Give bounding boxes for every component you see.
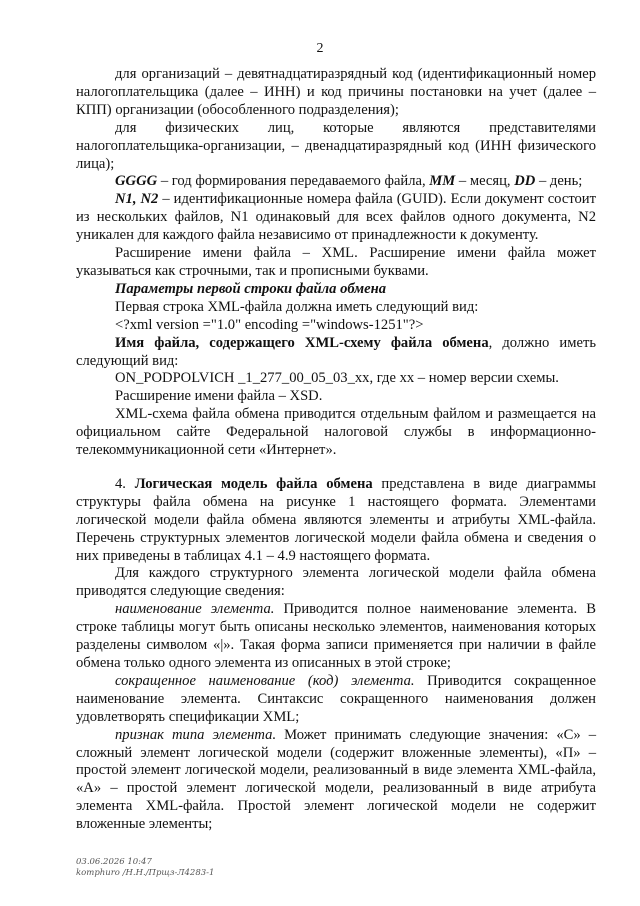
footer-timestamp: 03.06.2026 10:47 bbox=[76, 857, 152, 867]
text-run: Расширение имени файла – XSD. bbox=[115, 388, 323, 405]
paragraph bbox=[76, 673, 596, 727]
paragraph bbox=[76, 565, 596, 601]
paragraph bbox=[76, 727, 596, 834]
page-number: 2 bbox=[316, 41, 324, 56]
emphasized-text: сокращенное наименование (код) элемента. bbox=[115, 672, 415, 689]
emphasized-text: N1, N2 bbox=[115, 191, 159, 208]
text-run: – год формирования передаваемого файла, bbox=[157, 173, 430, 190]
emphasized-text: DD bbox=[514, 173, 536, 190]
text-run: – идентификационные номера файла (GUID). Если документ состоит из нескольких файлов, N1 одинаковый для всех файлов одного документа, N2 уникален для каждого файла независимо от принадлежности к документу. bbox=[76, 191, 596, 244]
emphasized-text: Логическая модель файла обмена bbox=[134, 475, 373, 492]
text-run: представлена в виде диаграммы структуры файла обмена на рисунке 1 настоящего формата. Элементами логической модели файла обмена являются элементы и атрибуты XML-файла. Перечень структурных элементов логической модели файла обмена и сведения о них приведены в таблицах 4.1 – 4.9 настоящего формата. bbox=[76, 475, 596, 564]
section-heading bbox=[76, 281, 596, 299]
emphasized-text: ММ bbox=[429, 173, 456, 190]
paragraph bbox=[76, 335, 596, 371]
text-run: 4. bbox=[115, 475, 135, 492]
emphasized-text: признак типа элемента. bbox=[115, 726, 277, 743]
emphasized-text: Параметры первой строки файла обмена bbox=[115, 280, 387, 297]
code-line bbox=[76, 317, 596, 335]
text-run: Первая строка XML-файла должна иметь следующий вид: bbox=[115, 298, 479, 315]
text-run: <?xml version ="1.0" encoding ="windows-1251"?> bbox=[115, 316, 424, 333]
paragraph bbox=[76, 370, 596, 388]
footer-document-code: komphuro /Н.Н./Прщз-Л4283-1 bbox=[76, 868, 215, 878]
text-run: Может принимать следующие значения: «С» – сложный элемент логической модели (содержит вложенные элементы), «П» – простой элемент логической модели, реализованный в виде элемента XML-файла, «А» – простой элемент логической модели, реализованный в виде атрибута элемента XML-файла. Простой элемент логической модели не содержит вложенные элементы; bbox=[76, 726, 596, 833]
text-run: для организаций – девятнадцатиразрядный код (идентификационный номер налогоплательщика (далее – ИНН) и код причины постановки на учет (далее – КПП) организации (обособленного подразделения); bbox=[76, 66, 596, 118]
paragraph bbox=[76, 388, 596, 406]
text-run: Приводится полное наименование элемента. В строке таблицы могут быть описаны несколько элементов, наименования которых разделены символом «|». Такая форма записи применяется при наличии в файле обмена только одного элемента из описанных в этой строке; bbox=[76, 601, 596, 671]
text-run: Для каждого структурного элемента логической модели файла обмена приводятся следующие сведения: bbox=[76, 565, 596, 600]
text-run: ON_PODPOLVICH _1_277_00_05_03_xx, где хх – номер версии схемы. bbox=[115, 370, 559, 387]
text-run: XML-схема файла обмена приводится отдельным файлом и размещается на официальном сайте Федеральной налоговой службы в информационно-телекоммуникационной сети «Интернет». bbox=[76, 406, 596, 459]
paragraph bbox=[76, 299, 596, 317]
text-run: – день; bbox=[535, 173, 583, 190]
paragraph bbox=[76, 601, 596, 673]
emphasized-text: GGGG bbox=[115, 173, 158, 190]
text-run: для физических лиц, которые являются представителями налогоплательщика-организации, – двенадцатиразрядный код (ИНН физического лица); bbox=[76, 119, 596, 172]
paragraph bbox=[76, 245, 596, 281]
paragraph bbox=[76, 476, 596, 566]
paragraph bbox=[76, 191, 596, 245]
text-run: Приводится сокращенное наименование элемента. Синтаксис сокращенного наименования должен удовлетворять спецификации XML; bbox=[76, 672, 596, 725]
footer-stamp bbox=[76, 857, 214, 879]
document-body bbox=[76, 66, 596, 834]
paragraph bbox=[76, 120, 596, 174]
emphasized-text: наименование элемента. bbox=[115, 601, 275, 618]
paragraph bbox=[76, 66, 596, 120]
emphasized-text: Имя файла, содержащего XML-схему файла обмена bbox=[115, 334, 489, 351]
text-run: – месяц, bbox=[455, 173, 515, 190]
paragraph bbox=[76, 173, 596, 191]
paragraph bbox=[76, 406, 596, 460]
text-run: , должно иметь следующий вид: bbox=[76, 334, 596, 369]
text-run: Расширение имени файла – XML. Расширение имени файла может указываться как строчными, так и прописными буквами. bbox=[76, 245, 596, 279]
